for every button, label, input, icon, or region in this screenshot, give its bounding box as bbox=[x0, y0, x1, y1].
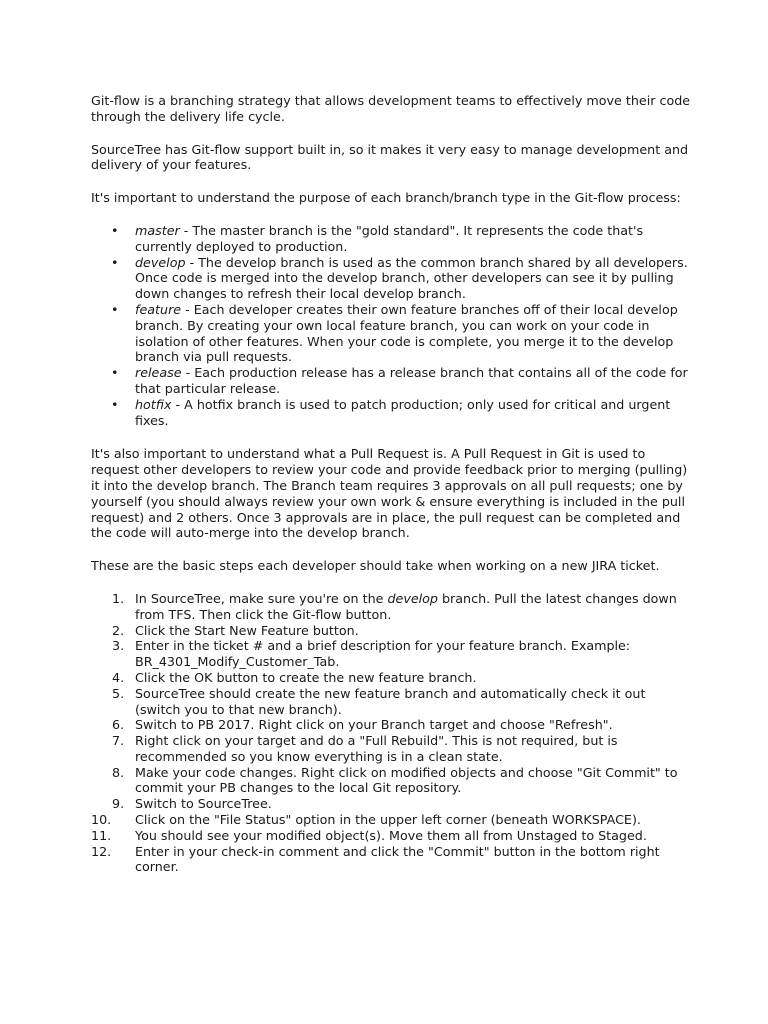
list-item bbox=[91, 828, 691, 844]
bullet-icon: • bbox=[111, 222, 119, 238]
step-text: Make your code changes. Right click on modified objects and choose "Git Commit" to commit your PB changes to the local Git repository. bbox=[135, 764, 678, 796]
step-number: 7. bbox=[112, 733, 125, 749]
step-number: 12. bbox=[91, 843, 112, 859]
list-item bbox=[91, 591, 691, 623]
bullet-icon: • bbox=[111, 365, 119, 381]
steps-intro-paragraph: These are the basic steps each developer should take when working on a new JIRA ticket. bbox=[91, 558, 660, 574]
step-text: Click the OK button to create the new feature branch. bbox=[135, 669, 477, 685]
list-item bbox=[91, 223, 691, 255]
step-number: 9. bbox=[112, 796, 125, 812]
step-number: 4. bbox=[112, 669, 125, 685]
branch-description: - The master branch is the "gold standard". It represents the code that's currently deployed to production. bbox=[135, 222, 644, 254]
branch-description: - Each production release has a release branch that contains all of the code for that particular release. bbox=[135, 365, 688, 396]
list-item bbox=[91, 670, 691, 686]
bullet-icon: • bbox=[111, 301, 119, 317]
step-text: Click on the "File Status" option in the upper left corner (beneath WORKSPACE). bbox=[135, 812, 641, 828]
step-text-after: branch. Pull the latest changes down from TFS. Then click the Git-flow button. bbox=[135, 590, 677, 622]
step-number: 3. bbox=[112, 638, 125, 654]
steps-list bbox=[91, 591, 691, 875]
bullet-icon: • bbox=[111, 254, 119, 270]
list-item bbox=[91, 733, 691, 765]
list-item bbox=[91, 638, 691, 670]
step-text: Switch to SourceTree. bbox=[135, 796, 272, 812]
step-text: In SourceTree, make sure you're on the bbox=[135, 590, 388, 606]
pull-request-paragraph: It's also important to understand what a Pull Request is. A Pull Request in Git is used to request other developers to review your code and provide feedback prior to merging (pulling) it into the develop branch. The Branch team requires 3 approvals on all pull requests; one by yourself (you should always review your own work & ensure everything is included in the pull request) and 2 others. Once 3 approvals are in place, the pull request can be completed and the code will auto-merge into the develop branch. bbox=[91, 446, 688, 541]
step-number: 2. bbox=[112, 622, 125, 638]
list-item bbox=[91, 686, 691, 718]
list-item bbox=[91, 302, 691, 365]
step-number: 5. bbox=[112, 685, 125, 701]
step-number: 10. bbox=[91, 812, 112, 828]
branch-term: master bbox=[135, 222, 180, 238]
list-item bbox=[91, 365, 691, 397]
intro-paragraph-gitflow: Git-flow is a branching strategy that allows development teams to effectively move their code through the delivery life cycle. bbox=[91, 93, 691, 124]
step-text: Enter in your check-in comment and click the "Commit" button in the bottom right corner. bbox=[135, 843, 660, 875]
list-item bbox=[91, 844, 691, 876]
document-page bbox=[91, 93, 691, 875]
step-emphasis: develop bbox=[387, 590, 438, 606]
list-item bbox=[91, 397, 691, 429]
list-item bbox=[91, 255, 691, 302]
branch-description: - A hotfix branch is used to patch production; only used for critical and urgent fixes. bbox=[135, 396, 671, 428]
branch-term: develop bbox=[135, 254, 186, 270]
branch-term: hotfix bbox=[135, 396, 172, 412]
step-number: 8. bbox=[112, 764, 125, 780]
list-item bbox=[91, 623, 691, 639]
step-number: 6. bbox=[112, 717, 125, 733]
step-text: You should see your modified object(s). Move them all from Unstaged to Staged. bbox=[135, 827, 647, 843]
step-text: SourceTree should create the new feature branch and automatically check it out (switch you to that new branch). bbox=[135, 685, 646, 717]
branch-description: - The develop branch is used as the common branch shared by all developers. Once code is merged into the develop branch, other developers can see it by pulling down changes to refresh their local develop branch. bbox=[135, 254, 688, 302]
bullet-icon: • bbox=[111, 396, 119, 412]
branch-type-list bbox=[91, 223, 691, 428]
branch-term: feature bbox=[135, 301, 182, 317]
intro-paragraph-sourcetree: SourceTree has Git-flow support built in, so it makes it very easy to manage development and delivery of your features. bbox=[91, 141, 689, 173]
step-text: Right click on your target and do a "Full Rebuild". This is not required, but is recommended so you know everything is in a clean state. bbox=[135, 733, 618, 764]
list-item bbox=[91, 765, 691, 797]
branch-description: - Each developer creates their own feature branches off of their local develop branch. By creating your own local feature branch, you can work on your code in isolation of other features. When your code is complete, you merge it to the develop branch via pull requests. bbox=[135, 301, 678, 365]
step-text: Enter in the ticket # and a brief description for your feature branch. Example: BR_4301_Modify_Customer_Tab. bbox=[135, 638, 631, 670]
list-item bbox=[91, 717, 691, 733]
intro-paragraph-branch-types: It's important to understand the purpose of each branch/branch type in the Git-flow process: bbox=[91, 190, 681, 206]
step-number: 11. bbox=[91, 827, 112, 843]
branch-term: release bbox=[135, 365, 182, 381]
list-item bbox=[91, 796, 691, 812]
list-item bbox=[91, 812, 691, 828]
step-text: Switch to PB 2017. Right click on your Branch target and choose "Refresh". bbox=[135, 717, 613, 733]
step-number: 1. bbox=[112, 590, 125, 606]
step-text: Click the Start New Feature button. bbox=[135, 622, 359, 638]
